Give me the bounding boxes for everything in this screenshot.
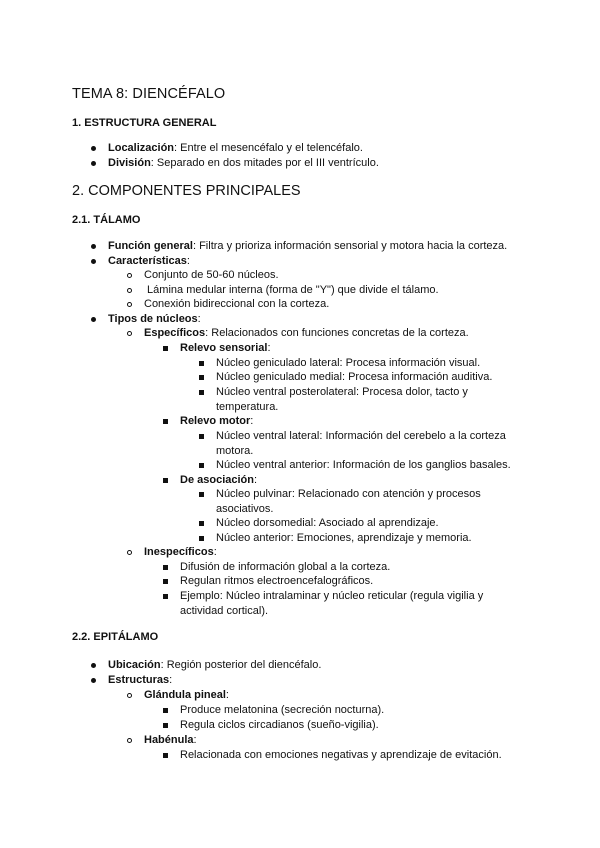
bullet-square [163, 723, 168, 728]
bullet-circle [127, 693, 132, 698]
bullet-disc [91, 244, 96, 249]
bullet-square [163, 594, 168, 599]
bullet-square [199, 521, 204, 526]
bullet-square [199, 375, 204, 380]
list-item-division [108, 157, 379, 170]
section-2-2-heading: 2.2. EPITÁLAMO [72, 631, 159, 643]
list-item-habenula [144, 734, 197, 747]
text-division: : Separado en dos mitades por el III ventrículo. [150, 157, 379, 169]
list-item-pineal [144, 689, 229, 702]
label-estructuras: Estructuras [108, 674, 170, 686]
motor-item-2: Núcleo ventral anterior: Información de los ganglios basales. [216, 459, 511, 471]
list-item-especificos [144, 327, 469, 340]
bullet-circle [127, 738, 132, 743]
bullet-disc [91, 678, 96, 683]
sensorial-item-3-cont: temperatura. [216, 401, 279, 413]
section-1-heading: 1. ESTRUCTURA GENERAL [72, 117, 217, 129]
motor-item-1: Núcleo ventral lateral: Información del cerebelo a la corteza [216, 430, 506, 442]
list-item-inespecificos [144, 546, 217, 559]
list-item-caracteristicas [108, 255, 190, 268]
list-item-funcion [108, 240, 507, 253]
text-funcion: : Filtra y prioriza información sensorial y motora hacia la corteza. [192, 240, 508, 252]
pineal-item-1: Produce melatonina (secreción nocturna). [180, 704, 385, 716]
bullet-disc [91, 259, 96, 264]
colon: : [197, 313, 201, 325]
bullet-square [163, 478, 168, 483]
document-title: TEMA 8: DIENCÉFALO [72, 86, 226, 102]
list-item-asociacion [180, 474, 257, 487]
bullet-square [163, 565, 168, 570]
list-item-estructuras [108, 674, 172, 687]
bullet-circle [127, 550, 132, 555]
caract-item-3: Conexión bidireccional con la corteza. [144, 298, 330, 310]
habenula-item-1: Relacionada con emociones negativas y aprendizaje de evitación. [180, 749, 502, 761]
label-habenula: Habénula [144, 734, 194, 746]
bullet-disc [91, 146, 96, 151]
label-relevo-sensorial: Relevo sensorial [180, 342, 268, 354]
list-item-ubicacion [108, 659, 321, 672]
label-tipos: Tipos de núcleos [108, 313, 198, 325]
label-pineal: Glándula pineal [144, 689, 226, 701]
section-2-heading: 2. COMPONENTES PRINCIPALES [72, 183, 301, 199]
list-item-localizacion [108, 142, 363, 155]
list-item-relevo-motor [180, 415, 253, 428]
label-asociacion: De asociación [180, 474, 254, 486]
colon: : [213, 546, 217, 558]
bullet-square [163, 753, 168, 758]
bullet-square [163, 346, 168, 351]
colon: : [225, 689, 229, 701]
inesp-item-3: Ejemplo: Núcleo intralaminar y núcleo reticular (regula vigilia y [180, 590, 484, 602]
colon: : [253, 474, 258, 486]
asoc-item-2: Núcleo dorsomedial: Asociado al aprendizaje. [216, 517, 439, 529]
inesp-item-1: Difusión de información global a la corteza. [180, 561, 391, 573]
asoc-item-1-cont: asociativos. [216, 503, 274, 515]
sensorial-item-1: Núcleo geniculado lateral: Procesa información visual. [216, 357, 481, 369]
inesp-item-2: Regulan ritmos electroencefalográficos. [180, 575, 374, 587]
bullet-square [199, 492, 204, 497]
text-localizacion: : Entre el mesencéfalo y el telencéfalo. [174, 142, 363, 154]
bullet-circle [127, 302, 132, 307]
colon: : [193, 734, 197, 746]
colon: : [267, 342, 271, 354]
bullet-square [199, 536, 204, 541]
list-item-relevo-sensorial [180, 342, 271, 355]
sensorial-item-3: Núcleo ventral posterolateral: Procesa dolor, tacto y [216, 386, 468, 398]
section-2-1-heading: 2.1. TÁLAMO [72, 214, 141, 226]
label-division: División [108, 157, 151, 169]
sensorial-item-2: Núcleo geniculado medial: Procesa información auditiva. [216, 371, 493, 383]
label-localizacion: Localización [108, 142, 175, 154]
label-ubicacion: Ubicación [108, 659, 161, 671]
text-ubicacion: : Región posterior del diencéfalo. [160, 659, 322, 671]
asoc-item-3: Núcleo anterior: Emociones, aprendizaje y memoria. [216, 532, 472, 544]
label-funcion: Función general [108, 240, 193, 252]
caract-item-2: Lámina medular interna (forma de "Y") que divide el tálamo. [144, 284, 439, 296]
bullet-square [199, 390, 204, 395]
bullet-circle [127, 288, 132, 293]
caract-item-1: Conjunto de 50-60 núcleos. [144, 269, 279, 281]
inesp-item-3-cont: actividad cortical). [180, 605, 269, 617]
colon: : [169, 674, 173, 686]
label-especificos: Específicos [144, 327, 206, 339]
bullet-square [163, 579, 168, 584]
bullet-circle [127, 273, 132, 278]
bullet-disc [91, 663, 96, 668]
bullet-square [199, 463, 204, 468]
bullet-square [163, 419, 168, 424]
motor-item-1-cont: motora. [216, 445, 254, 457]
bullet-circle [127, 331, 132, 336]
list-item-tipos [108, 313, 201, 326]
bullet-square [163, 708, 168, 713]
pineal-item-2: Regula ciclos circadianos (sueño-vigilia). [180, 719, 379, 731]
text-especificos: : Relacionados con funciones concretas de la corteza. [205, 327, 469, 339]
bullet-disc [91, 161, 96, 166]
label-inespecificos: Inespecíficos [144, 546, 214, 558]
label-relevo-motor: Relevo motor [180, 415, 251, 427]
bullet-square [199, 361, 204, 366]
bullet-disc [91, 317, 96, 322]
bullet-square [199, 434, 204, 439]
asoc-item-1: Núcleo pulvinar: Relacionado con atención y procesos [216, 488, 481, 500]
label-caracteristicas: Características [108, 255, 187, 267]
colon: : [250, 415, 254, 427]
colon: : [186, 255, 190, 267]
